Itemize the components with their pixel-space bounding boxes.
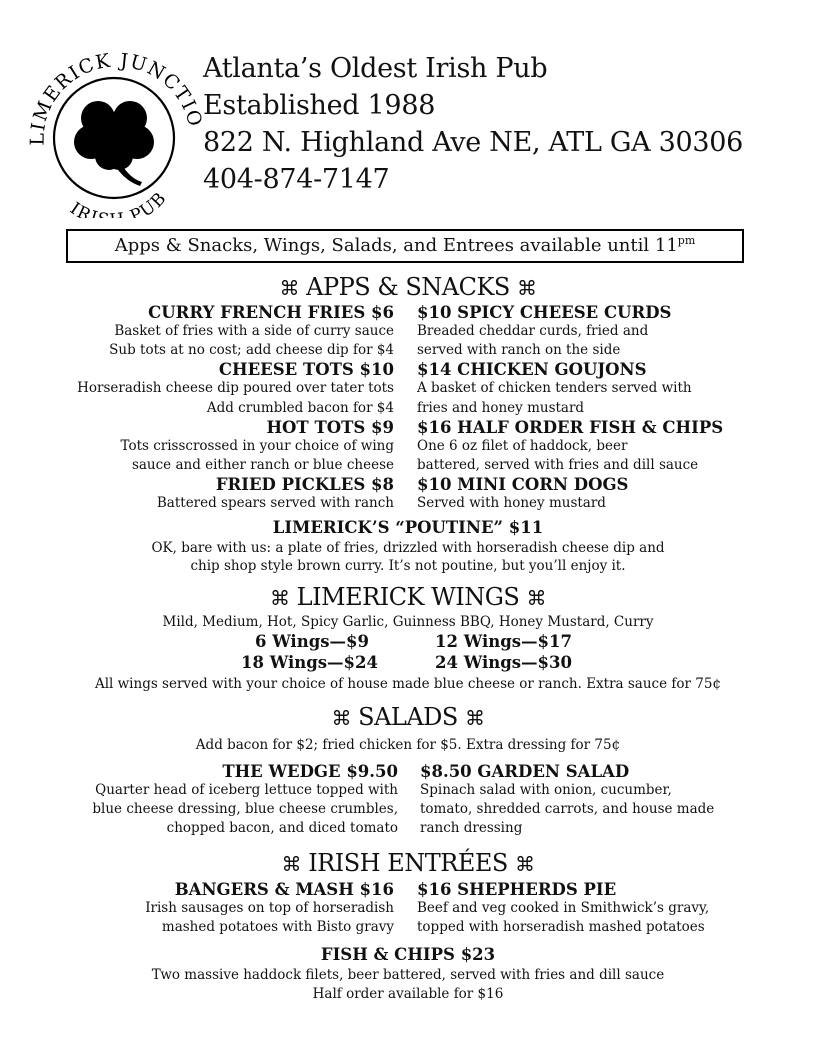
pub-address: 822 N. Highland Ave NE, ATL GA 30306	[203, 127, 744, 158]
menu-item-desc: tomato, shredded carrots, and house made	[420, 801, 715, 818]
menu-item-desc: Irish sausages on top of horseradish	[145, 900, 394, 916]
menu-item-desc: chopped bacon, and diced tomato	[166, 820, 398, 837]
menu-item-desc: One 6 oz filet of haddock, beer	[417, 437, 628, 454]
menu-item-desc: Horseradish cheese dip poured over tater tots	[77, 380, 394, 397]
menu-item-desc: blue cheese dressing, blue cheese crumbles,	[92, 801, 398, 818]
menu-item-name: $10 MINI CORN DOGS	[417, 475, 629, 495]
menu-item-name: FRIED PICKLES $8	[215, 475, 394, 495]
menu-item-desc: Served with honey mustard	[417, 495, 606, 512]
shamrock-icon	[74, 101, 154, 186]
menu-item-desc: Battered spears served with ranch	[156, 495, 394, 512]
logo-arc-top-text: LIMERICK JUNCTI	[26, 49, 201, 146]
menu-item-name: $10 SPICY CHEESE CURDS	[417, 303, 672, 322]
menu-item-desc: Spinach salad with onion, cucumber,	[420, 782, 672, 798]
ornament-icon: ⌘	[331, 706, 351, 730]
menu-item-desc: topped with horseradish mashed potatoes	[417, 919, 705, 936]
ornament-icon: ⌘	[526, 586, 547, 610]
wings-price: 12 Wings—$17	[435, 632, 572, 651]
apps-left-column	[77, 303, 394, 513]
salads-right-column	[420, 762, 714, 839]
menu-item-desc: Beef and veg cooked in Smithwick’s gravy,	[417, 900, 710, 916]
menu-item-desc: Quarter head of iceberg lettuce topped with	[95, 782, 398, 798]
poutine-name: LIMERICK’S “POUTINE” $11	[272, 518, 544, 537]
poutine-desc: OK, bare with us: a plate of fries, drizzled with horseradish cheese dip and	[151, 540, 665, 556]
menu-item-desc: ranch dressing	[420, 820, 523, 837]
wings-price: 6 Wings—$9	[254, 632, 369, 651]
wings-price: 24 Wings—$30	[435, 653, 572, 672]
pub-info	[203, 50, 743, 198]
salads-left-column	[92, 762, 398, 839]
entrees-right-column	[417, 880, 709, 937]
entrees-left-column	[145, 880, 394, 937]
menu-item-desc: battered, served with fries and dill sauce	[417, 456, 699, 473]
wings-note: All wings served with your choice of house made blue cheese or ranch. Extra sauce for 75¢	[94, 676, 722, 692]
poutine-desc: chip shop style brown curry. It’s not poutine, but you’ll enjoy it.	[190, 558, 626, 574]
fish-chips-desc: Two massive haddock filets, beer battered, served with fries and dill sauce	[151, 967, 665, 983]
menu-item-desc: Basket of fries with a side of curry sauce	[114, 323, 394, 339]
salads-note: Add bacon for $2; fried chicken for $5. Extra dressing for 75¢	[195, 737, 621, 753]
menu-item-desc: served with ranch on the side	[417, 342, 621, 359]
ornament-icon: ⌘	[269, 586, 290, 610]
section-title-wings	[0, 582, 816, 613]
ornament-icon: ⌘	[516, 276, 537, 300]
menu-item-name: $14 CHICKEN GOUJONS	[417, 360, 647, 380]
ornament-icon: ⌘	[281, 852, 302, 876]
wings-title: LIMERICK WINGS	[296, 583, 520, 611]
fish-chips-desc: Half order available for $16	[312, 986, 504, 1002]
pub-logo-svg	[20, 36, 202, 218]
ornament-icon: ⌘	[465, 706, 485, 730]
section-title-entrees	[0, 848, 816, 879]
entrees-title: IRISH ENTRÉES	[308, 849, 508, 877]
hours-sup: pm	[677, 234, 696, 247]
menu-item-name: HOT TOTS $9	[266, 417, 394, 437]
menu-item-name: THE WEDGE $9.50	[222, 762, 398, 781]
menu-item-desc: fries and honey mustard	[417, 399, 585, 416]
logo-arc-bottom-text: IR PUB	[66, 187, 172, 218]
section-title-apps	[0, 272, 816, 303]
ornament-icon: ⌘	[279, 276, 299, 300]
menu-item-desc: mashed potatoes with Bisto gravy	[161, 919, 394, 936]
wings-price: 18 Wings—$24	[241, 653, 378, 672]
menu-item-desc: Sub tots at no cost; add cheese dip for $4	[109, 342, 394, 359]
pub-tagline: Atlanta’s Oldest Irish Pub	[203, 53, 548, 84]
menu-item-desc: Add crumbled bacon for $4	[206, 399, 394, 416]
menu-item-name: CURRY FRENCH FRIES $6	[148, 303, 394, 322]
svg-text:IRISH PUB	[66, 188, 171, 218]
salads-title: SALADS	[358, 703, 458, 731]
menu-item-desc: A basket of chicken tenders served with	[417, 380, 692, 397]
section-title-salads	[0, 702, 816, 733]
menu-item-name: $8.50 GARDEN SALAD	[420, 762, 630, 781]
pub-established: Established 1988	[203, 90, 436, 121]
fish-chips-name: FISH & CHIPS $23	[320, 945, 496, 964]
menu-item-desc: sauce and either ranch or blue cheese	[131, 456, 394, 473]
wings-flavors: Mild, Medium, Hot, Spicy Garlic, Guinness BBQ, Honey Mustard, Curry	[162, 614, 654, 630]
pub-logo	[20, 36, 202, 218]
menu-item-name: $16 SHEPHERDS PIE	[417, 880, 617, 899]
menu-item-name: BANGERS & MASH $16	[174, 880, 394, 899]
menu-item-desc: Tots crisscrossed in your choice of wing	[120, 437, 394, 454]
apps-title: APPS & SNACKS	[306, 273, 510, 301]
pub-phone: 404-874-7147	[203, 164, 390, 195]
menu-item-desc: Breaded cheddar curds, fried and	[417, 323, 649, 339]
menu-item-name: $16 HALF ORDER FISH & CHIPS	[417, 417, 724, 437]
hours-banner	[66, 229, 744, 263]
apps-right-column	[417, 303, 723, 513]
hours-text: Apps & Snacks, Wings, Salads, and Entrees available until 11	[114, 235, 678, 256]
ornament-icon: ⌘	[514, 852, 535, 876]
menu-item-name: CHEESE TOTS $10	[218, 360, 394, 380]
